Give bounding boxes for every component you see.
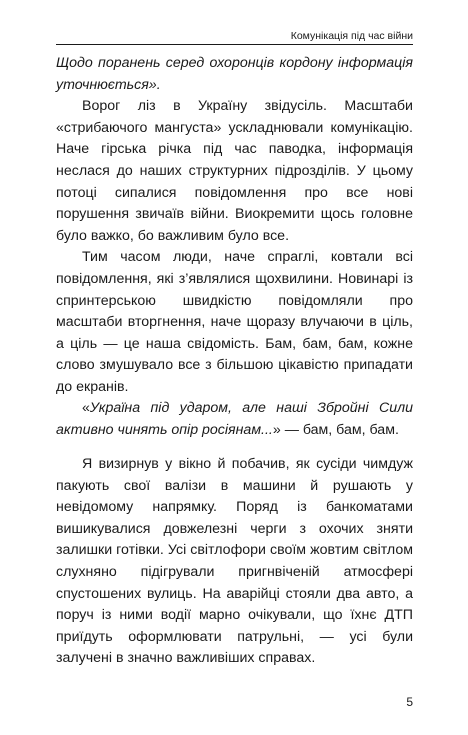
quote-close: » — бам, бам, бам. (272, 421, 399, 438)
paragraph-1-italic: Щодо поранень серед охоронців кордону інформація уточнюється». (56, 55, 413, 93)
text-block-main (56, 53, 413, 399)
page-number: 5 (406, 695, 413, 709)
running-header (56, 30, 413, 45)
quote-italic: Україна під ударом, але наші Збройні Сили активно чинять опір росіянам... (56, 400, 413, 438)
text-block-quote (56, 398, 413, 441)
paragraph-2: Ворог ліз в Україну звідусіль. Масштаби «стрибаючого мангуста» ускладнювали комунікацію. Наче гірська річка під час паводка, інформація неслася до наших структурних підрозділів. У цьому потоці сипалися повідомлення про все нові порушення звичаїв війни. Виокремити щось головне було важко, бо важливим було все. (56, 98, 413, 244)
paragraph-5: Я визирнув у вікно й побачив, як сусіди чимдуж пакують свої валізи в машини й рушають у невідомому напрямку. Поряд із банкоматами вишикувалися довжелезні черги з охочих зняти залишки готівки. Усі світлофори своїм жовтим світлом слухняно підігрували пригнвіченій атмосфері спустошених вулиць. На аварійці стояли два авто, а поруч із ними водії марно очікували, що їхнє ДТП приїдуть оформлювати патрульні, — усі були залучені в значно важливіших справах. (56, 456, 413, 667)
quote-open-mark: « (82, 400, 90, 416)
text-block-window (56, 454, 413, 670)
paragraph-4 (56, 398, 413, 441)
running-header-title: Комунікація під час війни (290, 30, 413, 42)
paragraph-1 (56, 53, 413, 96)
paragraph-3: Тим часом люди, наче спраглі, ковтали всі повідомлення, які з’являлися щохвилини. Новинарі із спринтерською швидкістю повідомляли про масштаби вторгнення, наче щоразу влучаючи в ціль, а ціль — це наша свідомість. Бам, бам, бам, кожне слово змушувало все з більшою цікавістю припадати до екранів. (56, 249, 413, 395)
